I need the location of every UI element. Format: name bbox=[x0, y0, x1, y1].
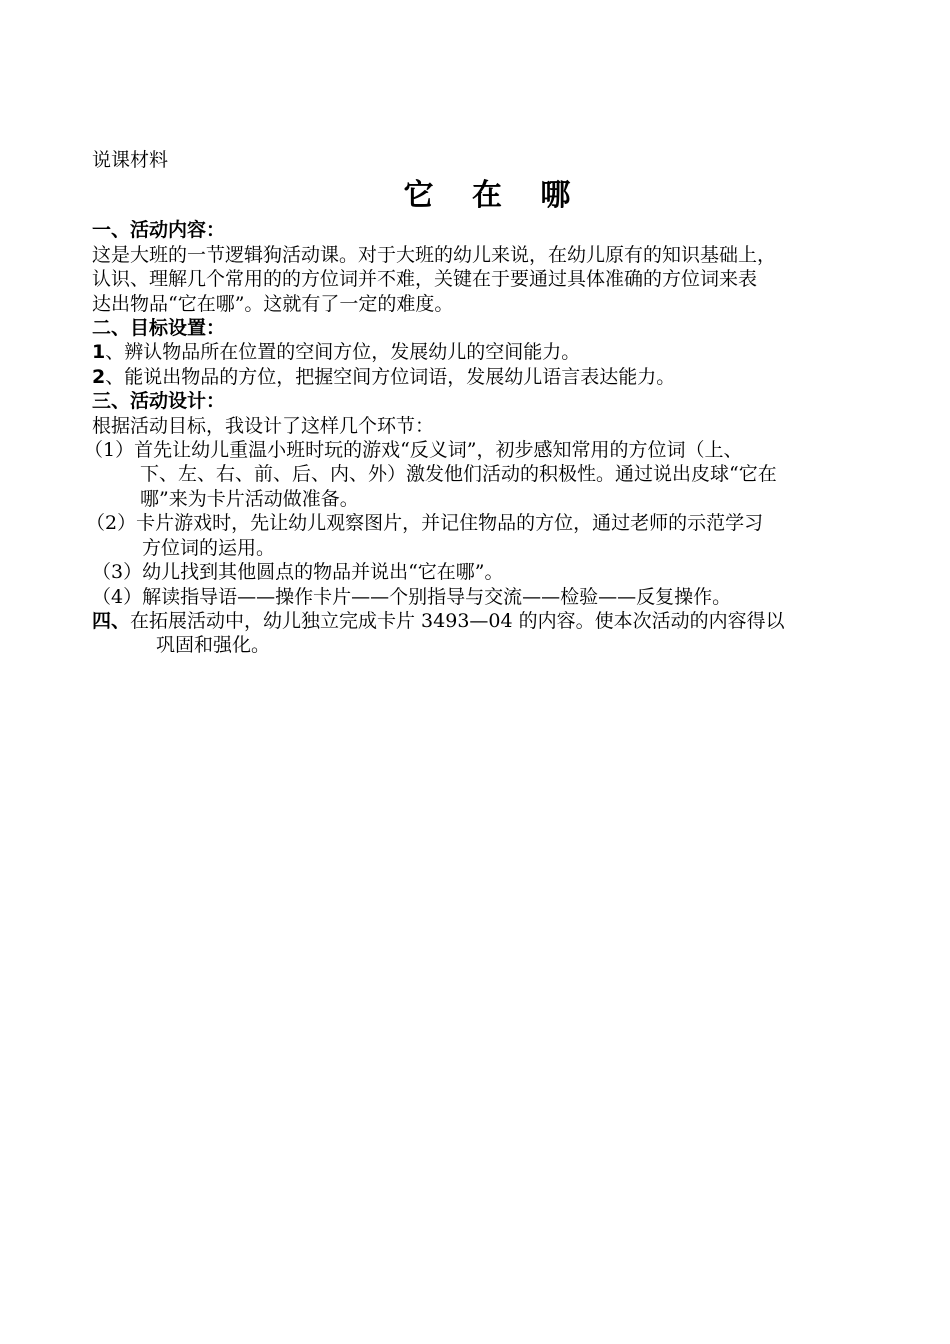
extension-first-line bbox=[92, 609, 882, 633]
extension-text: 在拓展活动中，幼儿独立完成卡片 3493—04 的内容。使本次活动的内容得以 bbox=[130, 609, 785, 632]
design-step-2 bbox=[86, 511, 882, 560]
goal-text: 、辨认物品所在位置的空间方位，发展幼儿的空间能力。 bbox=[105, 341, 581, 364]
section-heading-extension: 四、 bbox=[92, 609, 131, 632]
document-title: 它 在 哪 bbox=[403, 178, 585, 214]
step-first-line: （1）首先让幼儿重温小班时玩的游戏“反义词”，初步感知常用的方位词（上、 bbox=[84, 439, 743, 462]
section-heading-design: 三、活动设计： bbox=[92, 390, 226, 413]
goal-item bbox=[92, 340, 882, 364]
document-body bbox=[84, 148, 882, 658]
step-first-line: （4）解读指导语——操作卡片——个别指导与交流——检验——反复操作。 bbox=[92, 585, 732, 608]
design-intro: 根据活动目标，我设计了这样几个环节： bbox=[92, 414, 435, 437]
step-continuation-line: 哪”来为卡片活动做准备。 bbox=[140, 487, 359, 510]
goal-item bbox=[92, 365, 882, 389]
paragraph-line: 达出物品“它在哪”。这就有了一定的难度。 bbox=[92, 292, 454, 315]
paragraph-line: 认识、理解几个常用的的方位词并不难，关键在于要通过具体准确的方位词来表 bbox=[92, 268, 758, 291]
design-step-1 bbox=[84, 438, 882, 511]
step-continuation-line: 方位词的运用。 bbox=[142, 536, 276, 559]
paragraph-line: 这是大班的一节逻辑狗活动课。对于大班的幼儿来说，在幼儿原有的知识基础上， bbox=[92, 243, 777, 266]
design-step-4 bbox=[92, 585, 882, 609]
goal-number: 2 bbox=[92, 365, 106, 388]
section-extension bbox=[92, 609, 882, 658]
extension-continuation-line: 巩固和强化。 bbox=[156, 634, 271, 657]
section-heading-goals: 二、目标设置： bbox=[92, 317, 226, 340]
design-step-3 bbox=[92, 560, 882, 584]
goal-text: 、能说出物品的方位，把握空间方位词语，发展幼儿语言表达能力。 bbox=[105, 365, 676, 388]
step-continuation-line: 下、左、右、前、后、内、外）激发他们活动的积极性。通过说出皮球“它在 bbox=[140, 463, 777, 486]
step-first-line: （2）卡片游戏时，先让幼儿观察图片，并记住物品的方位，通过老师的示范学习 bbox=[86, 512, 764, 535]
step-first-line: （3）幼儿找到其他圆点的物品并说出“它在哪”。 bbox=[92, 561, 504, 584]
document-label: 说课材料 bbox=[92, 149, 169, 171]
goal-number: 1 bbox=[92, 341, 106, 364]
section-heading-content: 一、活动内容： bbox=[92, 219, 226, 242]
